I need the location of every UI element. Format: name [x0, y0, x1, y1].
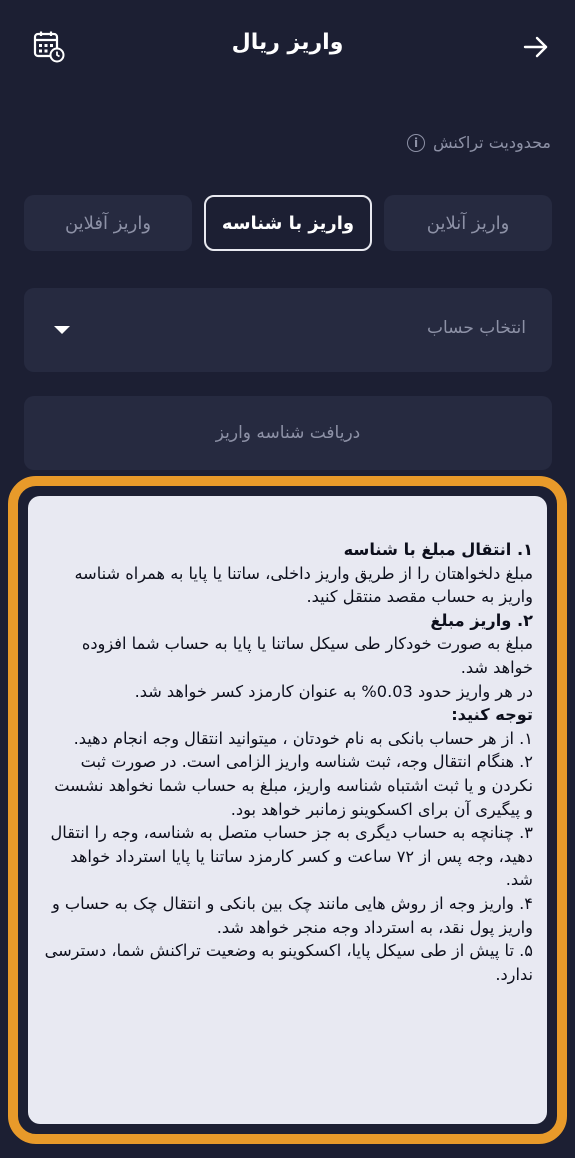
notice-heading-deposit: ۲. واریز مبلغ: [430, 610, 533, 630]
caret-down-icon: [54, 326, 70, 334]
get-deposit-id-label: دریافت شناسه واریز: [215, 423, 361, 443]
notice-heading-attention: توجه کنید:: [451, 705, 533, 725]
arrow-right-icon[interactable]: [523, 34, 549, 60]
tab-label: واریز آنلاین: [426, 212, 510, 234]
notice-item: ۲. هنگام انتقال وجه، ثبت شناسه واریز الزامی است. در صورت ثبت نکردن و یا ثبت اشتباه شناسه واریز، مبلغ به حساب شما نخواهد نشست و پیگیری آن برای اکسکوینو زمانبر خواهد بود.: [54, 752, 533, 819]
page-title: واریز ریال: [231, 30, 344, 55]
notice-heading-transfer: ۱. انتقال مبلغ با شناسه: [343, 540, 533, 559]
notice-paragraph: مبلغ دلخواهتان را از طریق واریز داخلی، ساتنا یا پایا به همراه شناسه واریز به حساب مقصد منتقل کنید.: [74, 563, 533, 607]
account-select-placeholder: انتخاب حساب: [426, 318, 526, 338]
get-deposit-id-button[interactable]: [24, 396, 552, 470]
notice-box: [8, 476, 567, 1144]
tab-label: واریز آفلاین: [64, 212, 152, 234]
notice-item: ۱. از هر حساب بانکی به نام خودتان ، میتوانید انتقال وجه انجام دهید.: [73, 728, 533, 748]
header: [0, 0, 575, 96]
notice-item: ۵. تا پیش از طی سیکل پایا، اکسکوینو به وضعیت تراکنش شما، دسترسی ندارد.: [44, 941, 533, 984]
notice-content: [28, 496, 547, 1124]
tab-online-deposit[interactable]: [384, 195, 552, 251]
transaction-limit-label: محدودیت تراکنش: [433, 133, 551, 152]
info-icon[interactable]: i: [407, 134, 425, 152]
notice-paragraph: در هر واریز حدود 0.03% به عنوان کارمزد کسر خواهد شد.: [134, 681, 533, 701]
tab-label: واریز با شناسه: [221, 212, 355, 234]
notice-item: ۳. چنانچه به حساب دیگری به جز حساب متصل به شناسه، وجه را انتقال دهید، وجه پس از ۷۲ ساعت و کسر کارمزد ساتنا یا پایا استرداد خواهد شد.: [50, 823, 533, 890]
transaction-limit-link[interactable]: [407, 133, 551, 152]
account-select[interactable]: [24, 288, 552, 372]
tab-id-deposit[interactable]: [204, 195, 372, 251]
tab-offline-deposit[interactable]: [24, 195, 192, 251]
notice-item: ۴. واریز وجه از روش هایی مانند چک بین بانکی و انتقال چک به حساب و واریز پول نقد، به استرداد وجه منجر خواهد شد.: [51, 893, 533, 937]
notice-paragraph: مبلغ به صورت خودکار طی سیکل ساتنا یا پایا به حساب شما افزوده خواهد شد.: [81, 634, 533, 677]
